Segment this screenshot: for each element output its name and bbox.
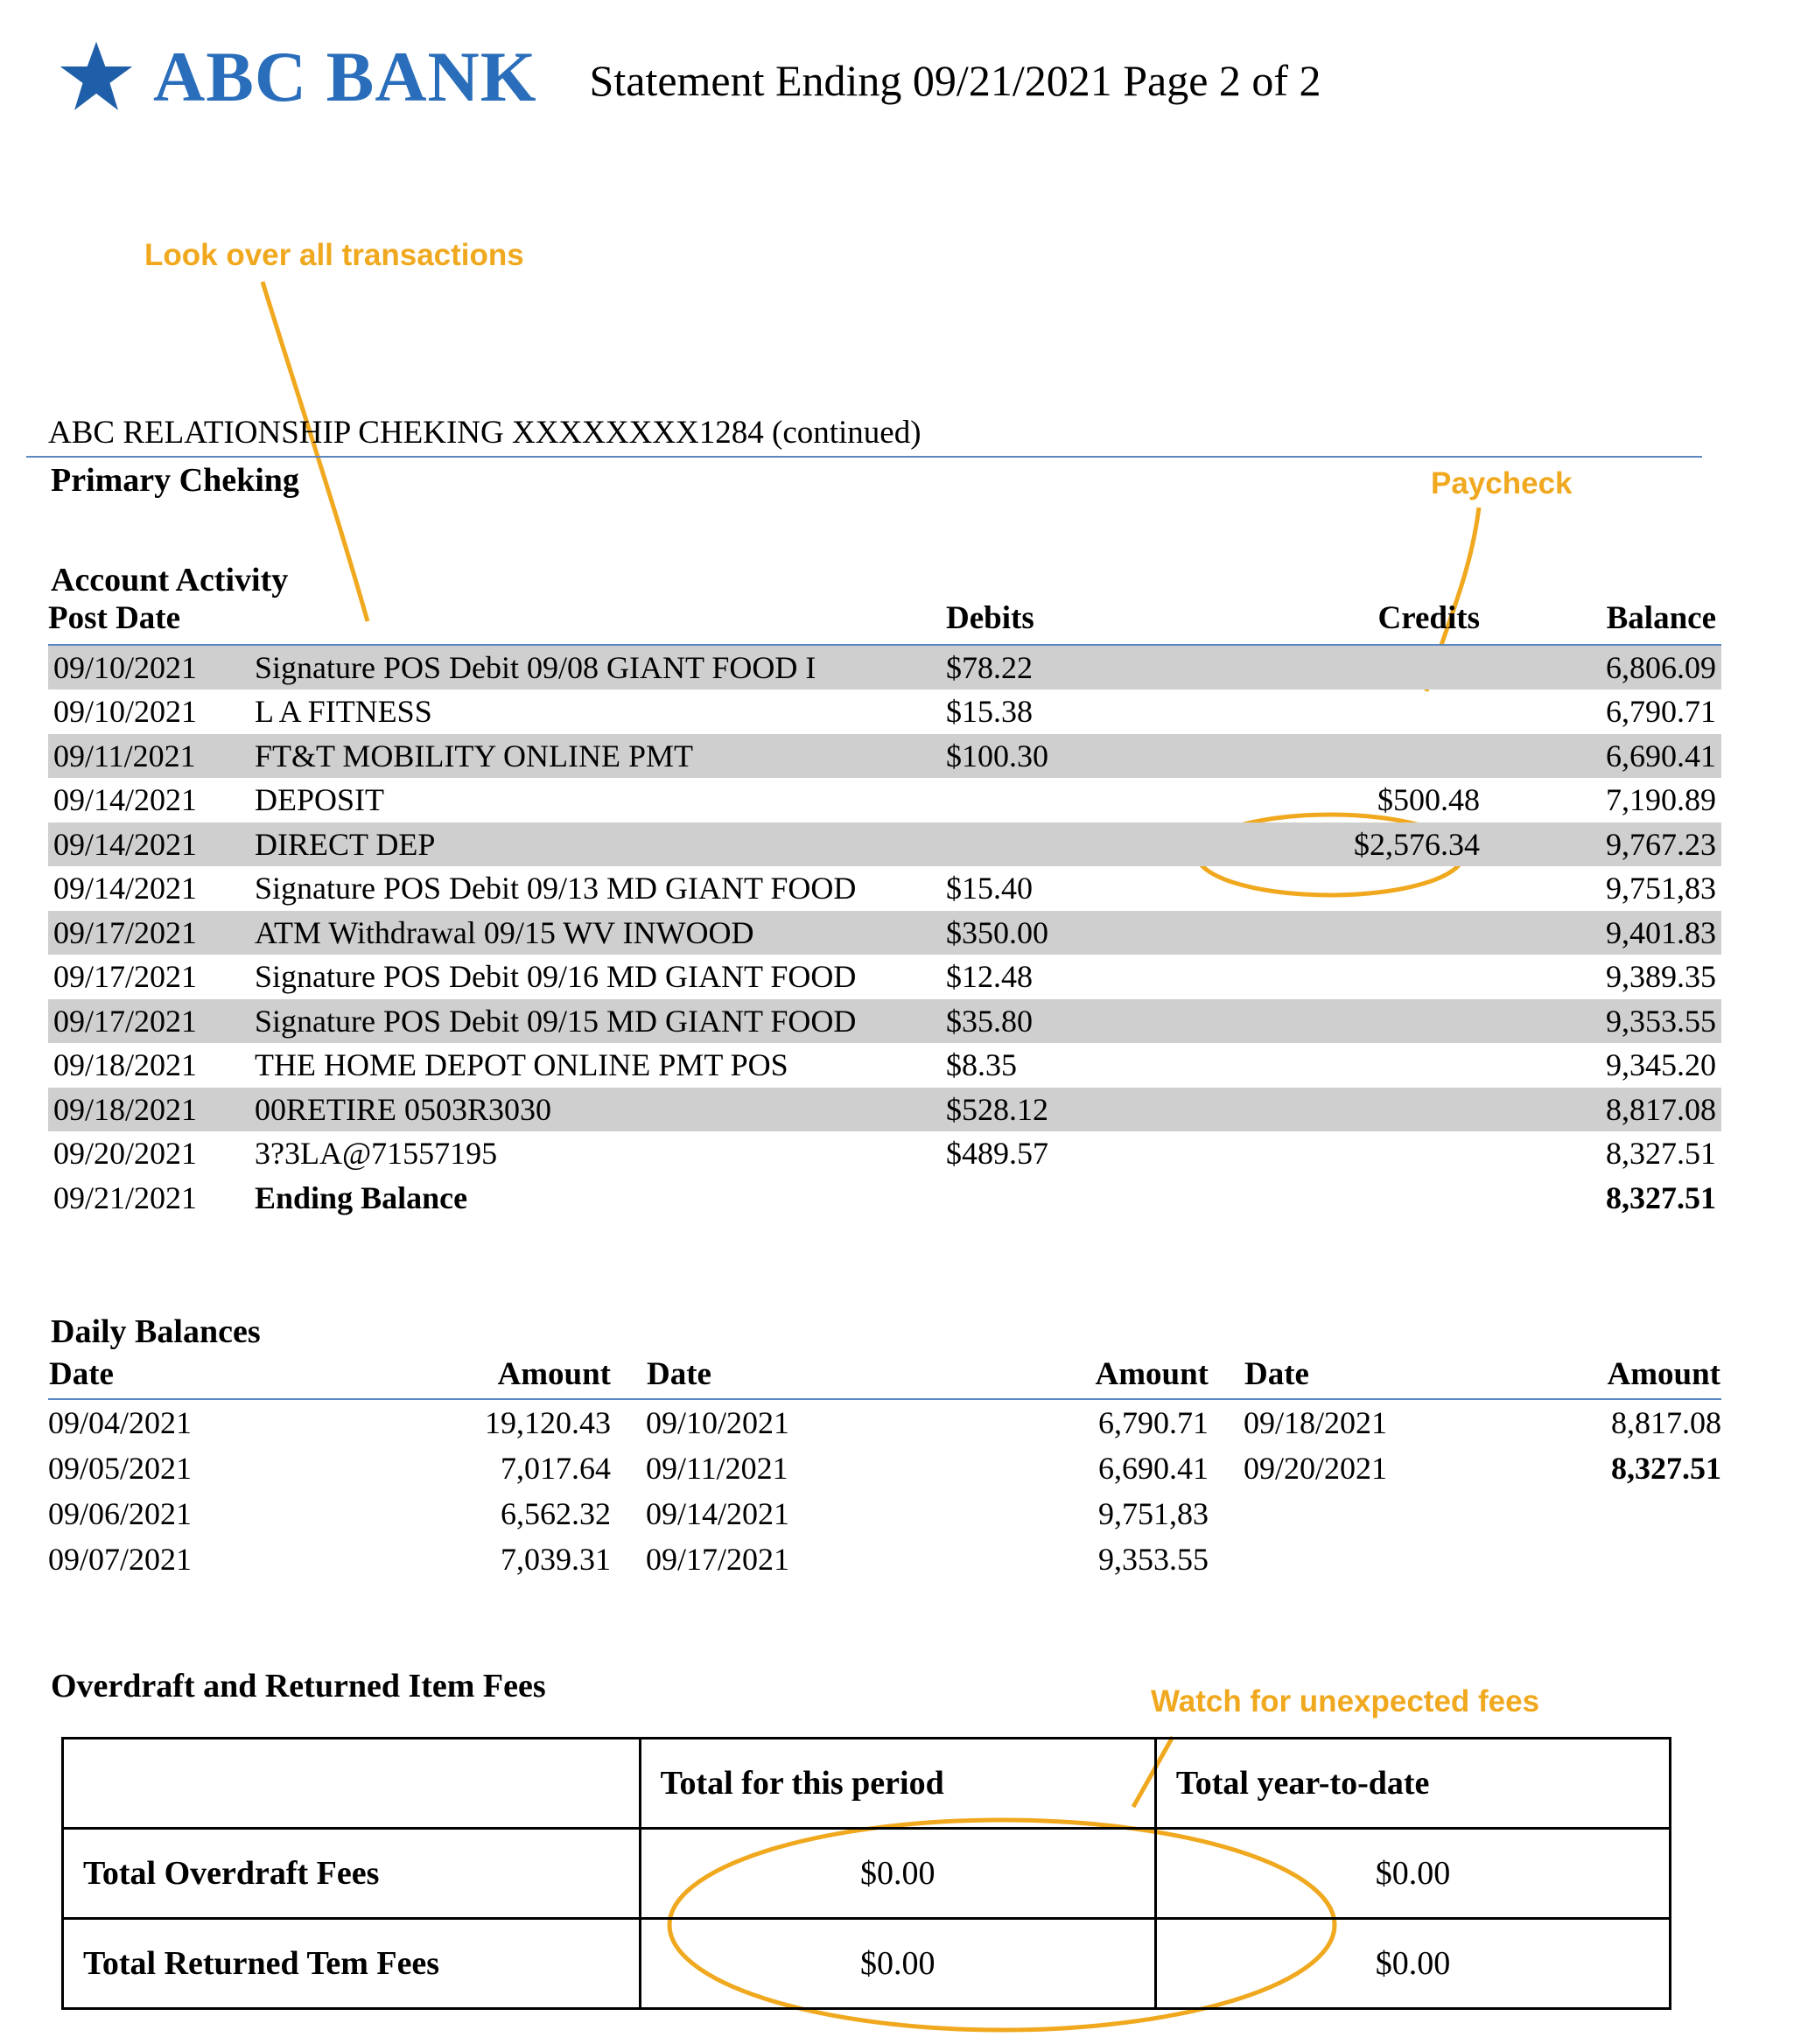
cell-fee-ytd: $0.00 [1155, 1919, 1670, 2009]
table-row [48, 1536, 1721, 1582]
cell-date: 09/21/2021 [53, 1180, 198, 1215]
cell-amount: 9,353.55 [1098, 1542, 1209, 1577]
cell-date: 09/20/2021 [1244, 1451, 1388, 1486]
table-row-ending-balance [48, 1176, 1721, 1220]
cell-description: 00RETIRE 0503R3030 [255, 1088, 920, 1131]
col-date-2: Date [647, 1356, 711, 1392]
daily-balances-heading: Daily Balances [51, 1313, 261, 1350]
page-header [48, 0, 1760, 138]
cell-balance: 6,690.41 [1499, 734, 1721, 778]
cell-credit [1209, 1176, 1499, 1220]
cell-description: 3?3LA@71557195 [255, 1136, 498, 1172]
cell-description: Ending Balance [255, 1180, 468, 1215]
cell-description: L A FITNESS [255, 694, 432, 730]
account-line: ABC RELATIONSHIP CHEKING XXXXXXXX1284 (continued) [48, 415, 922, 451]
account-subtitle: Primary Cheking [51, 462, 299, 499]
table-row [48, 866, 1721, 910]
cell-credit [1209, 955, 1499, 998]
cell-debit: $78.22 [920, 646, 1209, 690]
table-row [48, 1131, 1721, 1175]
cell-credit [1209, 1131, 1499, 1175]
cell-balance: 9,353.55 [1499, 999, 1721, 1043]
cell-date: 09/17/2021 [48, 999, 255, 1043]
account-activity-table [48, 599, 1721, 1220]
cell-amount: 8,817.08 [1611, 1405, 1721, 1440]
cell-description: DEPOSIT [255, 782, 385, 818]
cell-date: 09/14/2021 [48, 822, 255, 866]
cell-balance: 6,806.09 [1499, 646, 1721, 690]
table-row [63, 1919, 1671, 2009]
cell-credit: $2,576.34 [1209, 822, 1499, 866]
table-row [48, 1088, 1721, 1131]
annotation-paycheck: Paycheck [1431, 466, 1573, 500]
table-row [48, 1491, 1721, 1536]
col-total-period: Total for this period [640, 1739, 1155, 1829]
daily-balances-table [48, 1354, 1721, 1582]
cell-fee-label: Total Overdraft Fees [63, 1829, 641, 1919]
cell-amount: 7,017.64 [501, 1451, 611, 1486]
cell-description: Signature POS Debit 09/15 MD GIANT FOOD [255, 999, 920, 1043]
table-row [48, 734, 1721, 778]
cell-debit: $100.30 [920, 734, 1209, 778]
bank-name: ABC BANK [153, 37, 537, 116]
cell-debit: $350.00 [920, 911, 1209, 955]
cell-description: Signature POS Debit 09/16 MD GIANT FOOD [255, 959, 857, 995]
cell-fee-label: Total Returned Tem Fees [63, 1919, 641, 2009]
cell-balance: 9,401.83 [1499, 911, 1721, 955]
cell-balance: 9,389.35 [1606, 959, 1716, 995]
cell-debit [920, 778, 1209, 822]
cell-credit [1209, 1088, 1499, 1131]
cell-empty [63, 1739, 641, 1829]
cell-date: 09/04/2021 [48, 1405, 193, 1440]
cell-debit: $528.12 [920, 1088, 1209, 1131]
col-amount-3: Amount [1607, 1356, 1720, 1392]
cell-description: Signature POS Debit 09/13 MD GIANT FOOD [255, 871, 857, 906]
cell-credit [1209, 734, 1499, 778]
table-header-row [48, 1354, 1721, 1398]
col-balance: Balance [1606, 600, 1716, 636]
cell-date [1244, 1491, 1508, 1536]
cell-amount: 7,039.31 [501, 1542, 611, 1577]
cell-credit [1209, 690, 1499, 733]
cell-date: 09/05/2021 [48, 1451, 193, 1486]
col-date-1: Date [49, 1356, 114, 1392]
col-total-ytd: Total year-to-date [1155, 1739, 1670, 1829]
table-row [48, 999, 1721, 1043]
cell-date: 09/18/2021 [53, 1047, 198, 1083]
cell-balance: 9,767.23 [1499, 822, 1721, 866]
cell-date: 09/10/2021 [48, 646, 255, 690]
annotation-look-over-transactions: Look over all transactions [144, 238, 524, 272]
cell-description: ATM Withdrawal 09/15 WV INWOOD [255, 911, 920, 955]
cell-description: DIRECT DEP [255, 822, 920, 866]
table-header-row [63, 1739, 1671, 1829]
overdraft-fees-heading: Overdraft and Returned Item Fees [51, 1668, 546, 1704]
table-row [48, 1400, 1721, 1446]
cell-balance: 6,790.71 [1606, 694, 1716, 730]
cell-balance: 8,327.51 [1606, 1180, 1716, 1215]
cell-date: 09/20/2021 [53, 1136, 198, 1172]
table-row [48, 955, 1721, 998]
col-post-date: Post Date [48, 600, 181, 636]
cell-date: 09/11/2021 [48, 734, 255, 778]
table-row [48, 690, 1721, 733]
cell-debit [920, 1176, 1209, 1220]
cell-description: FT&T MOBILITY ONLINE PMT [255, 734, 920, 778]
cell-debit: $15.38 [946, 694, 1033, 730]
cell-description: Signature POS Debit 09/08 GIANT FOOD I [255, 646, 920, 690]
cell-date: 09/14/2021 [53, 871, 198, 906]
table-row [48, 1446, 1721, 1491]
col-credits: Credits [1377, 600, 1480, 636]
cell-debit [920, 822, 1209, 866]
col-date-3: Date [1244, 1356, 1309, 1392]
cell-credit [1209, 999, 1499, 1043]
table-header-row [48, 599, 1721, 644]
cell-date: 09/18/2021 [1244, 1405, 1388, 1440]
cell-date: 09/17/2021 [646, 1542, 790, 1577]
cell-balance: 7,190.89 [1606, 782, 1716, 818]
cell-date: 09/14/2021 [646, 1496, 790, 1531]
cell-fee-period: $0.00 [640, 1919, 1155, 2009]
table-row [48, 646, 1721, 690]
cell-credit [1209, 1043, 1499, 1087]
cell-balance: 8,817.08 [1499, 1088, 1721, 1131]
cell-amount [1508, 1491, 1721, 1536]
cell-date: 09/14/2021 [53, 782, 198, 818]
cell-amount: 6,562.32 [501, 1496, 611, 1531]
table-row [48, 778, 1721, 822]
cell-fee-ytd: $0.00 [1155, 1829, 1670, 1919]
cell-credit [1209, 646, 1499, 690]
cell-debit: $489.57 [946, 1136, 1048, 1172]
col-amount-1: Amount [497, 1356, 611, 1392]
cell-balance: 9,345.20 [1606, 1047, 1716, 1083]
cell-date: 09/06/2021 [48, 1496, 193, 1531]
cell-date: 09/18/2021 [48, 1088, 255, 1131]
table-row [48, 911, 1721, 955]
cell-credit [1209, 911, 1499, 955]
overdraft-fees-table [61, 1737, 1671, 2010]
cell-amount [1508, 1536, 1721, 1582]
col-debits: Debits [946, 600, 1034, 636]
cell-description: THE HOME DEPOT ONLINE PMT POS [255, 1047, 788, 1083]
cell-amount: 6,690.41 [1098, 1451, 1209, 1486]
cell-date: 09/10/2021 [53, 694, 198, 730]
cell-debit: $12.48 [946, 959, 1033, 995]
cell-date: 09/07/2021 [48, 1542, 193, 1577]
cell-fee-period: $0.00 [640, 1829, 1155, 1919]
col-amount-2: Amount [1095, 1356, 1209, 1392]
cell-date: 09/11/2021 [646, 1451, 788, 1486]
annotation-watch-fees: Watch for unexpected fees [1151, 1684, 1540, 1718]
cell-debit: $35.80 [920, 999, 1209, 1043]
cell-date: 09/17/2021 [48, 911, 255, 955]
account-activity-heading: Account Activity [51, 562, 289, 598]
cell-amount: 6,790.71 [1098, 1405, 1209, 1440]
cell-credit [1209, 866, 1499, 910]
cell-balance: 9,751,83 [1606, 871, 1716, 906]
cell-date: 09/10/2021 [646, 1405, 790, 1440]
cell-debit: $8.35 [946, 1047, 1017, 1083]
cell-balance: 8,327.51 [1606, 1136, 1716, 1172]
cell-debit: $15.40 [946, 871, 1033, 906]
cell-amount: 9,751,83 [1098, 1496, 1209, 1531]
cell-amount: 19,120.43 [485, 1405, 611, 1440]
statement-title: Statement Ending 09/21/2021 Page 2 of 2 [589, 56, 1321, 105]
table-row [48, 822, 1721, 866]
table-row [63, 1829, 1671, 1919]
table-row [48, 1043, 1721, 1087]
star-icon [59, 39, 134, 115]
cell-credit: $500.48 [1377, 782, 1480, 818]
cell-date: 09/17/2021 [53, 959, 198, 995]
cell-date [1244, 1536, 1508, 1582]
divider-account [26, 456, 1702, 458]
cell-amount: 8,327.51 [1611, 1451, 1721, 1486]
